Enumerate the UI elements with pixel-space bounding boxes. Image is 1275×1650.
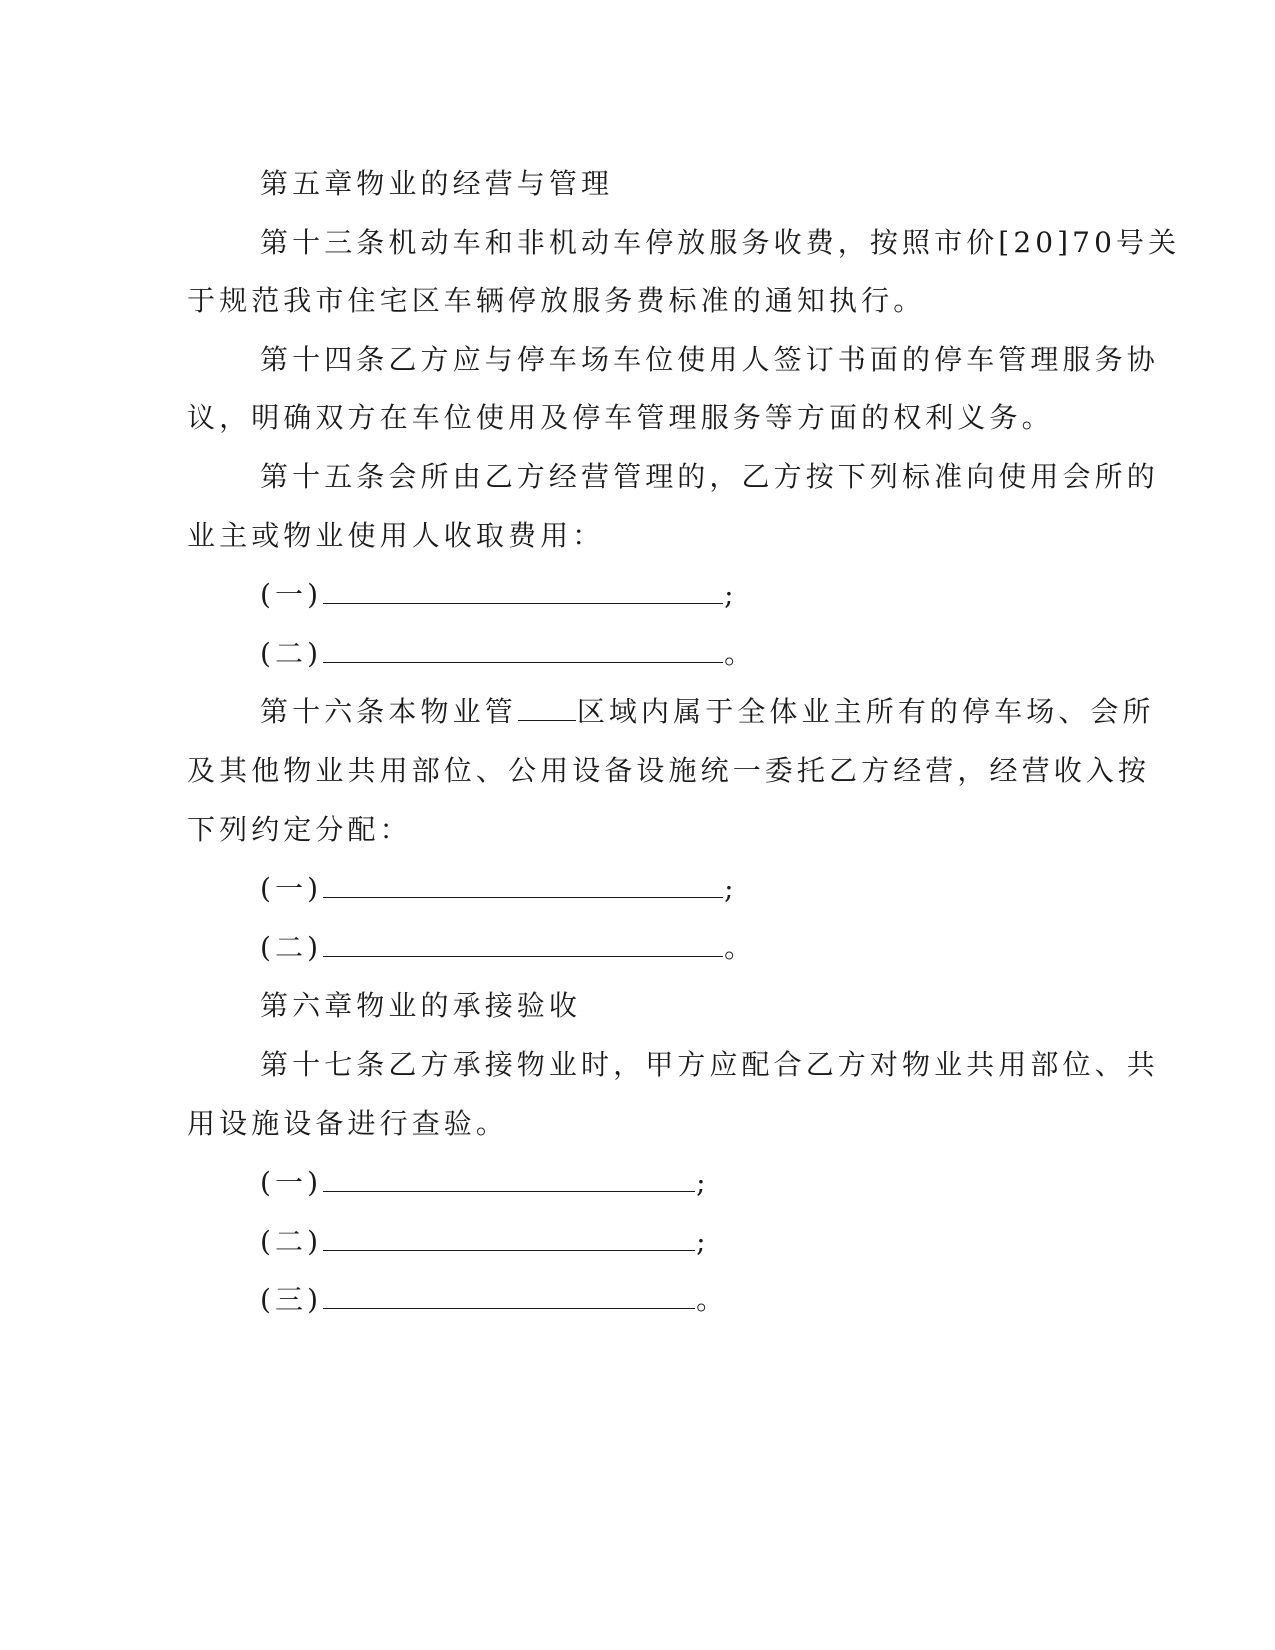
article-14-line-2: 议，明确双方在车位使用及停车管理服务等方面的权利义务。 [187,401,1054,434]
fill-in-blank [323,1282,695,1309]
fill-in-blank [323,1165,695,1192]
article-17-item-1 [260,1165,710,1201]
fill-in-blank [323,871,723,898]
chapter-6-heading: 第六章物业的承接验收 [260,989,582,1022]
item-suffix: 。 [724,931,757,964]
article-13-line-1: 第十三条机动车和非机动车停放服务收费，按照市价[20]70号关 [260,226,1181,259]
article-15-item-1 [260,577,738,613]
article-15-line-2: 业主或物业使用人收取费用： [187,519,605,552]
item-suffix: ; [724,872,738,905]
article-13-line-2: 于规范我市住宅区车辆停放服务费标准的通知执行。 [187,284,926,317]
fill-in-blank [323,577,723,604]
fill-in-blank [518,694,576,721]
article-15-line-1: 第十五条会所由乙方经营管理的，乙方按下列标准向使用会所的 [260,460,1159,493]
article-16-text-b: 区域内属于全体业主所有的停车场、会所 [576,695,1155,728]
item-prefix: (二) [260,1225,323,1258]
item-prefix: (二) [260,637,323,670]
item-prefix: (三) [260,1283,323,1316]
item-prefix: (二) [260,931,323,964]
item-prefix: (一) [260,578,323,611]
article-16-line-3: 下列约定分配： [187,813,412,846]
item-suffix: ; [724,578,738,611]
article-17-line-2: 用设施设备进行查验。 [187,1107,509,1140]
article-16-line-1 [260,694,1155,730]
item-prefix: (一) [260,1166,323,1199]
article-15-item-2 [260,636,756,672]
article-16-item-2 [260,930,756,966]
chapter-5-heading: 第五章物业的经营与管理 [260,167,614,200]
article-17-line-1: 第十七条乙方承接物业时，甲方应配合乙方对物业共用部位、共 [260,1048,1159,1081]
item-suffix: 。 [696,1283,729,1316]
article-16-line-2: 及其他物业共用部位、公用设备设施统一委托乙方经营，经营收入按 [187,754,1151,787]
article-16-text-a: 第十六条本物业管 [260,695,517,728]
fill-in-blank [323,1224,695,1251]
fill-in-blank [323,930,723,957]
item-suffix: ; [696,1225,710,1258]
item-suffix: ; [696,1166,710,1199]
article-17-item-3 [260,1282,728,1318]
item-suffix: 。 [724,637,757,670]
article-17-item-2 [260,1224,710,1260]
article-16-item-1 [260,871,738,907]
article-14-line-1: 第十四条乙方应与停车场车位使用人签订书面的停车管理服务协 [260,343,1159,376]
item-prefix: (一) [260,872,323,905]
fill-in-blank [323,636,723,663]
